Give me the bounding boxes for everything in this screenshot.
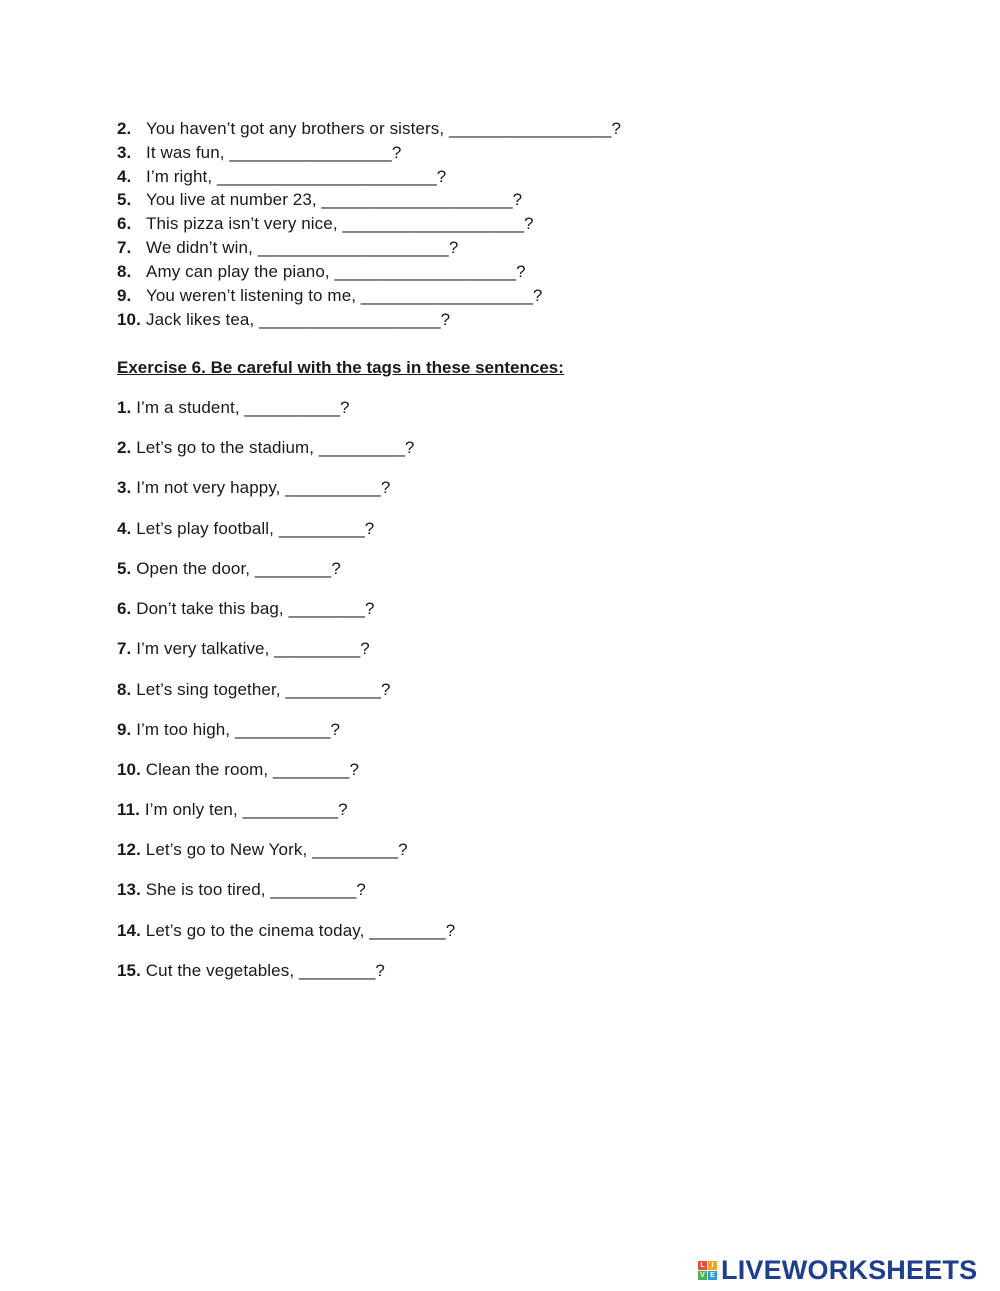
list-item: 10. Jack likes tea, ___________________?: [117, 310, 451, 329]
logo-mark-tile: I: [708, 1261, 717, 1270]
logo-mark-icon: [698, 1261, 717, 1280]
list-item: 9. I’m too high, __________?: [117, 720, 341, 739]
list-item: 4. I’m right, _______________________?: [117, 167, 447, 186]
logo-text: LIVEWORKSHEETS: [721, 1254, 978, 1285]
list-item: 6. Don’t take this bag, ________?: [117, 599, 375, 618]
list-item: 11. I’m only ten, __________?: [117, 800, 348, 819]
list-item: 1. I’m a student, __________?: [117, 398, 350, 417]
list-item: 9. You weren’t listening to me, __________________?: [117, 286, 543, 305]
list-item: 12. Let’s go to New York, _________?: [117, 840, 408, 859]
list-item: 6. This pizza isn’t very nice, ___________________?: [117, 214, 534, 233]
list-item: 14. Let’s go to the cinema today, ________?: [117, 921, 456, 940]
list-item: 10. Clean the room, ________?: [117, 760, 360, 779]
exercise-6-heading: Exercise 6. Be careful with the tags in these sentences:: [117, 358, 564, 377]
list-item: 2. Let’s go to the stadium, _________?: [117, 438, 415, 457]
list-item: 2. You haven’t got any brothers or sisters, _________________?: [117, 119, 622, 138]
list-item: 5. You live at number 23, ____________________?: [117, 190, 523, 209]
list-item: 8. Let’s sing together, __________?: [117, 680, 391, 699]
logo-mark-tile: L: [698, 1261, 707, 1270]
list-item: 7. We didn’t win, ____________________?: [117, 238, 459, 257]
logo-mark-tile: E: [708, 1271, 717, 1280]
liveworksheets-logo: [698, 1256, 977, 1284]
list-item: 3. I’m not very happy, __________?: [117, 478, 391, 497]
list-item: 3. It was fun, _________________?: [117, 143, 402, 162]
list-item: 5. Open the door, ________?: [117, 559, 341, 578]
list-item: 8. Amy can play the piano, ___________________?: [117, 262, 526, 281]
list-item: 13. She is too tired, _________?: [117, 880, 366, 899]
list-item: 15. Cut the vegetables, ________?: [117, 961, 385, 980]
logo-mark-tile: V: [698, 1271, 707, 1280]
list-item: 4. Let’s play football, _________?: [117, 519, 375, 538]
list-item: 7. I’m very talkative, _________?: [117, 639, 370, 658]
